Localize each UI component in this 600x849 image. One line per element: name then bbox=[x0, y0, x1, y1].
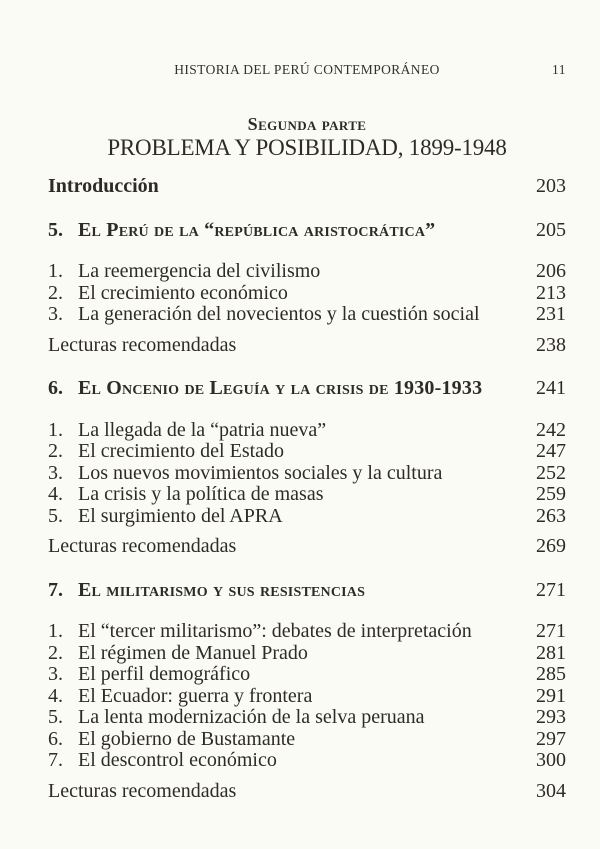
toc-entry-number: 5. bbox=[48, 504, 63, 527]
toc-entry-text: El gobierno de Bustamante bbox=[78, 728, 296, 750]
toc-row bbox=[48, 686, 566, 708]
toc-entry-text: Introducción bbox=[48, 176, 159, 197]
toc-row bbox=[48, 261, 566, 283]
toc-entry-number: 7. bbox=[48, 578, 63, 601]
toc-entry-page: 297 bbox=[536, 727, 566, 750]
toc-entry-number: 4. bbox=[48, 483, 63, 505]
toc-entry-text: El Perú de la “república aristocrática” bbox=[78, 219, 436, 241]
toc-row bbox=[48, 580, 566, 602]
toc-row bbox=[48, 664, 566, 686]
toc-entry-page: 203 bbox=[536, 175, 566, 197]
toc-row bbox=[48, 484, 566, 506]
toc-entry-page: 304 bbox=[536, 779, 566, 802]
toc-entry-text: La lenta modernización de la selva peruana bbox=[78, 707, 425, 728]
toc-row bbox=[48, 621, 566, 643]
toc-row bbox=[48, 643, 566, 665]
toc-entry-number: 2. bbox=[48, 440, 63, 462]
toc-entry-number: 5. bbox=[48, 218, 63, 241]
toc-entry-page: 205 bbox=[536, 218, 566, 241]
toc-entry-number: 4. bbox=[48, 684, 63, 707]
toc-entry-page: 241 bbox=[536, 377, 566, 399]
toc-row bbox=[48, 441, 566, 463]
toc-entry-text: Lecturas recomendadas bbox=[48, 334, 237, 356]
toc-row bbox=[48, 750, 566, 772]
toc-entry-text: Los nuevos movimientos sociales y la cultura bbox=[78, 462, 443, 484]
toc-row bbox=[48, 335, 566, 357]
toc-entry-text: La reemergencia del civilismo bbox=[78, 261, 321, 282]
toc-entry-page: 271 bbox=[536, 620, 566, 642]
toc-entry-text: El surgimiento del APRA bbox=[78, 505, 283, 527]
running-header bbox=[48, 62, 566, 77]
toc-entry-page: 231 bbox=[536, 303, 566, 325]
toc-entry-page: 293 bbox=[536, 706, 566, 728]
toc-entry-number: 2. bbox=[48, 641, 63, 664]
folio-page-number: 11 bbox=[552, 62, 566, 77]
toc-entry-text: El perfil demográfico bbox=[78, 664, 251, 685]
toc-row bbox=[48, 176, 566, 198]
toc-row bbox=[48, 463, 566, 485]
toc-entry-number: 5. bbox=[48, 706, 63, 728]
toc-row bbox=[48, 220, 566, 242]
toc-entry-number: 1. bbox=[48, 620, 63, 642]
toc-entry-text: El “tercer militarismo”: debates de interpretación bbox=[78, 621, 472, 642]
toc-row bbox=[48, 283, 566, 305]
part-title: PROBLEMA Y POSIBILIDAD, 1899-1948 bbox=[107, 135, 507, 160]
toc-entry-page: 247 bbox=[536, 440, 566, 462]
toc-entry-page: 252 bbox=[536, 461, 566, 484]
toc-entry-text: La crisis y la política de masas bbox=[78, 484, 324, 505]
toc-entry-number: 6. bbox=[48, 727, 63, 750]
toc-entry-page: 213 bbox=[536, 281, 566, 304]
toc-entry-text: La generación del novecientos y la cuestión social bbox=[78, 304, 480, 325]
toc-entry-page: 206 bbox=[536, 260, 566, 282]
toc-row bbox=[48, 536, 566, 558]
toc-row bbox=[48, 781, 566, 803]
toc-entry-page: 259 bbox=[536, 483, 566, 505]
toc-entry-page: 300 bbox=[536, 749, 566, 771]
toc-row bbox=[48, 420, 566, 442]
toc-entry-page: 285 bbox=[536, 663, 566, 685]
toc-entry-text: El crecimiento del Estado bbox=[78, 441, 285, 462]
toc-entry-number: 1. bbox=[48, 418, 63, 441]
toc-entry-number: 6. bbox=[48, 377, 63, 399]
toc-row bbox=[48, 506, 566, 528]
toc-entry-text: El crecimiento económico bbox=[78, 282, 288, 304]
toc bbox=[48, 176, 566, 802]
toc-entry-text: El régimen de Manuel Prado bbox=[78, 642, 308, 664]
toc-entry-page: 263 bbox=[536, 504, 566, 527]
part-kicker: Segunda parte bbox=[247, 114, 367, 134]
toc-entry-page: 291 bbox=[536, 684, 566, 707]
running-title: HISTORIA DEL PERÚ CONTEMPORÁNEO bbox=[174, 62, 440, 77]
toc-entry-text: El Ecuador: guerra y frontera bbox=[78, 685, 313, 707]
toc-row bbox=[48, 378, 566, 400]
toc-entry-text: El militarismo y sus resistencias bbox=[78, 579, 366, 601]
toc-entry-page: 242 bbox=[536, 418, 566, 441]
toc-entry-number: 3. bbox=[48, 461, 63, 484]
toc-entry-page: 271 bbox=[536, 578, 566, 601]
toc-row bbox=[48, 729, 566, 751]
toc-entry-page: 269 bbox=[536, 535, 566, 557]
toc-entry-number: 3. bbox=[48, 303, 63, 325]
toc-entry-page: 281 bbox=[536, 641, 566, 664]
toc-entry-number: 3. bbox=[48, 663, 63, 685]
toc-entry-text: El descontrol económico bbox=[78, 750, 277, 771]
toc-entry-page: 238 bbox=[536, 333, 566, 356]
toc-entry-number: 7. bbox=[48, 749, 63, 771]
toc-entry-text: Lecturas recomendadas bbox=[48, 536, 237, 557]
toc-entry-text: Lecturas recomendadas bbox=[48, 780, 237, 802]
toc-entry-number: 2. bbox=[48, 281, 63, 304]
book-page bbox=[0, 62, 600, 849]
toc-entry-text: La llegada de la “patria nueva” bbox=[78, 419, 327, 441]
toc-row bbox=[48, 304, 566, 326]
toc-row bbox=[48, 707, 566, 729]
toc-entry-number: 1. bbox=[48, 260, 63, 282]
toc-entry-text: El Oncenio de Leguía y la crisis de 1930-1933 bbox=[78, 378, 483, 399]
